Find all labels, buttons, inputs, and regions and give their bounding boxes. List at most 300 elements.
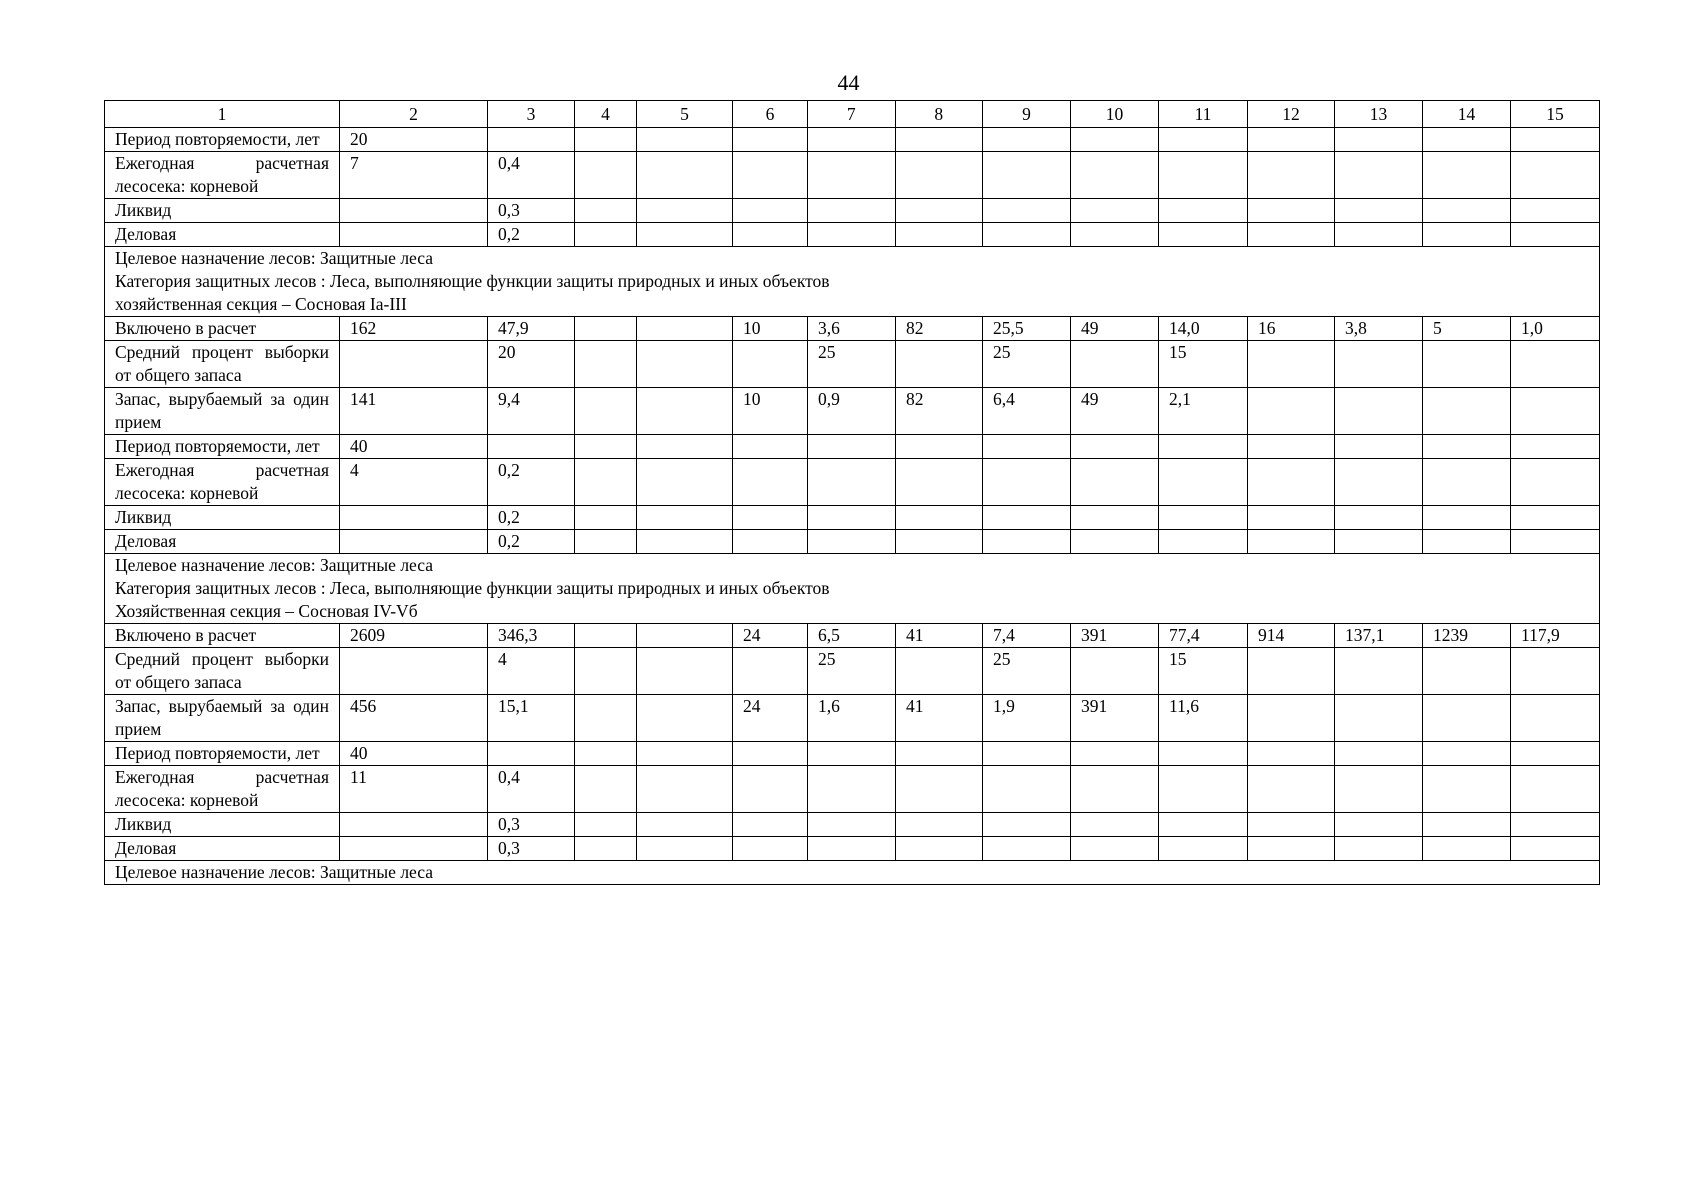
- table-cell: [637, 813, 733, 837]
- table-cell: [340, 341, 488, 388]
- table-cell: [1423, 742, 1511, 766]
- table-cell: 346,3: [488, 624, 575, 648]
- table-cell: [637, 459, 733, 506]
- table-cell: [808, 813, 896, 837]
- table-cell: [1335, 435, 1423, 459]
- table-cell: 25: [808, 648, 896, 695]
- table-cell: 3,6: [808, 317, 896, 341]
- section-header-row: [105, 861, 1600, 885]
- table-cell: [488, 128, 575, 152]
- column-number-cell: 1: [105, 101, 340, 128]
- row-label-cell: Период повторяемости, лет: [105, 435, 340, 459]
- row-label-cell: Запас, вырубаемый за один прием: [105, 695, 340, 742]
- table-cell: [1248, 341, 1335, 388]
- table-cell: [1159, 128, 1248, 152]
- table-cell: [1511, 695, 1600, 742]
- table-row: [105, 506, 1600, 530]
- table-cell: [575, 388, 637, 435]
- table-cell: [983, 766, 1071, 813]
- section-header-cell: [105, 554, 1600, 624]
- table-cell: [1511, 766, 1600, 813]
- table-cell: [1335, 128, 1423, 152]
- table-cell: [1248, 388, 1335, 435]
- table-cell: [1511, 837, 1600, 861]
- table-cell: [983, 435, 1071, 459]
- table-cell: [340, 199, 488, 223]
- table-cell: [733, 742, 808, 766]
- table-cell: 11,6: [1159, 695, 1248, 742]
- table-cell: 0,2: [488, 530, 575, 554]
- table-cell: [733, 506, 808, 530]
- table-cell: 0,3: [488, 837, 575, 861]
- table-cell: [340, 837, 488, 861]
- table-row: [105, 648, 1600, 695]
- table-cell: [488, 742, 575, 766]
- table-cell: 40: [340, 435, 488, 459]
- table-cell: [1335, 388, 1423, 435]
- table-cell: 15: [1159, 341, 1248, 388]
- table-cell: [983, 152, 1071, 199]
- table-cell: [1248, 223, 1335, 247]
- table-cell: [1423, 695, 1511, 742]
- table-cell: 1,9: [983, 695, 1071, 742]
- table-cell: [1335, 530, 1423, 554]
- table-cell: [1423, 152, 1511, 199]
- table-cell: [1511, 199, 1600, 223]
- table-cell: 82: [896, 317, 983, 341]
- column-number-cell: 12: [1248, 101, 1335, 128]
- table-cell: [1335, 223, 1423, 247]
- section-header-cell: [105, 247, 1600, 317]
- table-cell: [983, 459, 1071, 506]
- table-cell: 141: [340, 388, 488, 435]
- table-cell: 1,6: [808, 695, 896, 742]
- table-cell: [1159, 530, 1248, 554]
- table-cell: [637, 388, 733, 435]
- section-header-row: [105, 247, 1600, 317]
- table-cell: 2609: [340, 624, 488, 648]
- table-row: [105, 388, 1600, 435]
- table-cell: [637, 766, 733, 813]
- table-cell: [575, 435, 637, 459]
- column-number: 8: [895, 101, 983, 127]
- table-cell: 456: [340, 695, 488, 742]
- row-label-cell: Ежегодная расчетная лесосека: корневой: [105, 152, 340, 199]
- table-cell: [808, 152, 896, 199]
- column-number-cell: 11: [1159, 101, 1248, 128]
- table-cell: [1071, 435, 1159, 459]
- column-number-cell: 13: [1335, 101, 1423, 128]
- table-cell: 49: [1071, 317, 1159, 341]
- table-cell: 20: [340, 128, 488, 152]
- section-header-row: [105, 554, 1600, 624]
- table-cell: [575, 624, 637, 648]
- row-label-cell: Средний процент выборки от общего запаса: [105, 648, 340, 695]
- table-cell: 137,1: [1335, 624, 1423, 648]
- table-cell: [1071, 648, 1159, 695]
- table-cell: [1071, 742, 1159, 766]
- table-cell: [1423, 648, 1511, 695]
- table-cell: [733, 199, 808, 223]
- table-row: [105, 341, 1600, 388]
- table-cell: [575, 128, 637, 152]
- table-cell: [1423, 435, 1511, 459]
- table-cell: 25: [983, 341, 1071, 388]
- table-cell: [1335, 152, 1423, 199]
- table-cell: [1423, 388, 1511, 435]
- table-cell: [1159, 837, 1248, 861]
- table-cell: [733, 648, 808, 695]
- table-cell: [1335, 506, 1423, 530]
- table-cell: [1511, 152, 1600, 199]
- table-cell: [896, 199, 983, 223]
- column-number-cell: 6: [733, 101, 808, 128]
- table-cell: [1335, 341, 1423, 388]
- table-cell: [983, 530, 1071, 554]
- table-cell: [340, 813, 488, 837]
- table-cell: [808, 742, 896, 766]
- table-cell: [575, 506, 637, 530]
- table-cell: 1,0: [1511, 317, 1600, 341]
- table-cell: 391: [1071, 695, 1159, 742]
- table-cell: [1511, 459, 1600, 506]
- table-cell: 49: [1071, 388, 1159, 435]
- table-cell: [1335, 837, 1423, 861]
- row-label-cell: Период повторяемости, лет: [105, 742, 340, 766]
- table-cell: [1071, 459, 1159, 506]
- table-cell: [733, 128, 808, 152]
- table-cell: 0,4: [488, 152, 575, 199]
- table-cell: 11: [340, 766, 488, 813]
- page-number: 44: [837, 70, 860, 95]
- table-cell: [1159, 459, 1248, 506]
- table-cell: [1159, 223, 1248, 247]
- table-cell: [808, 459, 896, 506]
- row-label-cell: Ежегодная расчетная лесосека: корневой: [105, 459, 340, 506]
- table-cell: [340, 648, 488, 695]
- section-line: Целевое назначение лесов: Защитные леса: [115, 555, 433, 575]
- row-label-cell: Деловая: [105, 223, 340, 247]
- table-cell: 914: [1248, 624, 1335, 648]
- column-number-cell: 15: [1511, 101, 1600, 128]
- table-cell: [1423, 837, 1511, 861]
- table-cell: [1335, 813, 1423, 837]
- table-cell: [575, 766, 637, 813]
- row-label-cell: Включено в расчет: [105, 624, 340, 648]
- section-header-cell: [105, 861, 1600, 885]
- table-cell: [1423, 341, 1511, 388]
- table-cell: [1511, 128, 1600, 152]
- table-cell: [896, 459, 983, 506]
- table-cell: [808, 223, 896, 247]
- table-cell: [1423, 813, 1511, 837]
- table-cell: [1248, 695, 1335, 742]
- table-cell: 25: [983, 648, 1071, 695]
- table-row: [105, 317, 1600, 341]
- table-cell: [1423, 199, 1511, 223]
- table-cell: [733, 435, 808, 459]
- table-cell: [1248, 837, 1335, 861]
- table-cell: [1071, 128, 1159, 152]
- table-cell: [1159, 199, 1248, 223]
- table-cell: [575, 341, 637, 388]
- table-row: [105, 695, 1600, 742]
- table-cell: [808, 530, 896, 554]
- table-cell: 5: [1423, 317, 1511, 341]
- table-cell: 25: [808, 341, 896, 388]
- table-cell: [1511, 506, 1600, 530]
- table-cell: 2,1: [1159, 388, 1248, 435]
- table-cell: 6,5: [808, 624, 896, 648]
- table-cell: [983, 837, 1071, 861]
- table-cell: [637, 317, 733, 341]
- table-cell: [340, 223, 488, 247]
- table-cell: [983, 199, 1071, 223]
- table-cell: [637, 223, 733, 247]
- table-cell: [575, 459, 637, 506]
- table-cell: [1159, 813, 1248, 837]
- table-cell: [1335, 459, 1423, 506]
- column-number-cell: [808, 101, 983, 128]
- table-cell: [1423, 223, 1511, 247]
- table-row: [105, 742, 1600, 766]
- table-cell: [896, 813, 983, 837]
- table-cell: 0,3: [488, 813, 575, 837]
- row-label-cell: Средний процент выборки от общего запаса: [105, 341, 340, 388]
- table-cell: 24: [733, 695, 808, 742]
- table-row: [105, 837, 1600, 861]
- column-number-pair: [808, 101, 982, 127]
- row-label-cell: Деловая: [105, 530, 340, 554]
- table-row: [105, 199, 1600, 223]
- table-cell: 82: [896, 388, 983, 435]
- table-cell: [1248, 766, 1335, 813]
- row-label-cell: Ежегодная расчетная лесосека: корневой: [105, 766, 340, 813]
- table-cell: [1248, 506, 1335, 530]
- table-cell: [1071, 766, 1159, 813]
- table-cell: [1071, 341, 1159, 388]
- table-cell: [1511, 530, 1600, 554]
- table-row: [105, 766, 1600, 813]
- row-label-cell: Включено в расчет: [105, 317, 340, 341]
- table-cell: [637, 128, 733, 152]
- table-cell: [733, 837, 808, 861]
- table-cell: [896, 152, 983, 199]
- table-cell: [808, 837, 896, 861]
- table-cell: [983, 813, 1071, 837]
- table-cell: 4: [488, 648, 575, 695]
- table-cell: [733, 813, 808, 837]
- row-label-cell: Деловая: [105, 837, 340, 861]
- table-row: [105, 128, 1600, 152]
- table-cell: 1239: [1423, 624, 1511, 648]
- table-cell: 391: [1071, 624, 1159, 648]
- table-cell: [1071, 837, 1159, 861]
- table-cell: 24: [733, 624, 808, 648]
- table-cell: [1423, 459, 1511, 506]
- table-cell: 0,2: [488, 459, 575, 506]
- table-cell: [983, 506, 1071, 530]
- table-cell: [340, 506, 488, 530]
- table-row: [105, 223, 1600, 247]
- table-cell: [1511, 388, 1600, 435]
- table-cell: 0,2: [488, 506, 575, 530]
- section-line: Хозяйственная секция – Сосновая IV-Vб: [115, 601, 418, 621]
- table-cell: [575, 695, 637, 742]
- table-cell: [896, 435, 983, 459]
- table-cell: [575, 199, 637, 223]
- table-cell: [1071, 223, 1159, 247]
- table-cell: [808, 435, 896, 459]
- table-cell: 162: [340, 317, 488, 341]
- table-cell: 16: [1248, 317, 1335, 341]
- table-cell: [896, 128, 983, 152]
- table-cell: 15,1: [488, 695, 575, 742]
- table-cell: 25,5: [983, 317, 1071, 341]
- column-number-row: [105, 101, 1600, 128]
- column-number-cell: 4: [575, 101, 637, 128]
- table-cell: [1248, 128, 1335, 152]
- table-cell: [1511, 435, 1600, 459]
- table-cell: [1071, 506, 1159, 530]
- table-cell: [896, 530, 983, 554]
- table-cell: [637, 506, 733, 530]
- table-cell: [896, 341, 983, 388]
- table-cell: 0,2: [488, 223, 575, 247]
- table-cell: [1159, 435, 1248, 459]
- table-cell: 4: [340, 459, 488, 506]
- table-cell: [1335, 199, 1423, 223]
- table-cell: [1248, 742, 1335, 766]
- table-cell: [1335, 766, 1423, 813]
- section-line: Категория защитных лесов : Леса, выполняющие функции защиты природных и иных объектов: [115, 271, 830, 291]
- column-number-cell: 3: [488, 101, 575, 128]
- table-cell: [983, 223, 1071, 247]
- table-row: [105, 459, 1600, 506]
- table-cell: [983, 742, 1071, 766]
- table-cell: [637, 624, 733, 648]
- table-cell: [1511, 648, 1600, 695]
- table-cell: 47,9: [488, 317, 575, 341]
- table-cell: [575, 317, 637, 341]
- table-cell: [1071, 813, 1159, 837]
- table-cell: 117,9: [1511, 624, 1600, 648]
- table-cell: [808, 506, 896, 530]
- table-cell: 15: [1159, 648, 1248, 695]
- table-cell: 41: [896, 695, 983, 742]
- table-row: [105, 152, 1600, 199]
- table-cell: [575, 152, 637, 199]
- table-cell: [575, 648, 637, 695]
- table-cell: [1423, 506, 1511, 530]
- table-cell: [637, 341, 733, 388]
- table-cell: [637, 648, 733, 695]
- table-cell: [1159, 152, 1248, 199]
- table-cell: [1511, 742, 1600, 766]
- table-cell: [575, 742, 637, 766]
- section-line: Целевое назначение лесов: Защитные леса: [115, 248, 433, 268]
- table-row: [105, 624, 1600, 648]
- table-cell: [1248, 459, 1335, 506]
- column-number-cell: 5: [637, 101, 733, 128]
- table-cell: 41: [896, 624, 983, 648]
- table-cell: 77,4: [1159, 624, 1248, 648]
- table-cell: 10: [733, 388, 808, 435]
- table-cell: [733, 152, 808, 199]
- table-cell: 20: [488, 341, 575, 388]
- row-label-cell: Период повторяемости, лет: [105, 128, 340, 152]
- table-cell: [1159, 506, 1248, 530]
- table-cell: [637, 742, 733, 766]
- table-cell: 3,8: [1335, 317, 1423, 341]
- table-cell: [1248, 648, 1335, 695]
- table-cell: [575, 837, 637, 861]
- table-cell: [983, 128, 1071, 152]
- table-cell: [1511, 223, 1600, 247]
- table-cell: [733, 341, 808, 388]
- table-cell: [637, 837, 733, 861]
- section-line: Целевое назначение лесов: Защитные леса: [115, 862, 433, 882]
- table-cell: 9,4: [488, 388, 575, 435]
- table-cell: 0,3: [488, 199, 575, 223]
- table-cell: [575, 813, 637, 837]
- table-cell: [575, 530, 637, 554]
- section-line: хозяйственная секция – Сосновая Iа-III: [115, 294, 407, 314]
- table-cell: [1071, 152, 1159, 199]
- table-cell: [1423, 128, 1511, 152]
- table-cell: [637, 199, 733, 223]
- table-cell: [488, 435, 575, 459]
- table-cell: 6,4: [983, 388, 1071, 435]
- section-line: Категория защитных лесов : Леса, выполняющие функции защиты природных и иных объектов: [115, 578, 830, 598]
- table-cell: [733, 766, 808, 813]
- row-label-cell: Ликвид: [105, 506, 340, 530]
- table-cell: 0,9: [808, 388, 896, 435]
- table-cell: [1248, 199, 1335, 223]
- table-cell: [1248, 813, 1335, 837]
- table-cell: [637, 152, 733, 199]
- table-row: [105, 813, 1600, 837]
- table-cell: [808, 199, 896, 223]
- table-cell: [1248, 435, 1335, 459]
- row-label-cell: Ликвид: [105, 813, 340, 837]
- table-cell: [1159, 742, 1248, 766]
- table-cell: [808, 766, 896, 813]
- column-number: 7: [846, 104, 856, 124]
- table-cell: [1071, 530, 1159, 554]
- column-number-cell: 9: [983, 101, 1071, 128]
- table-cell: [1511, 341, 1600, 388]
- column-number-cell: 10: [1071, 101, 1159, 128]
- table-cell: [896, 742, 983, 766]
- table-cell: [896, 837, 983, 861]
- table-cell: [637, 695, 733, 742]
- table-cell: 7,4: [983, 624, 1071, 648]
- table-cell: 0,4: [488, 766, 575, 813]
- table-cell: [896, 506, 983, 530]
- table-cell: [733, 223, 808, 247]
- table-row: [105, 530, 1600, 554]
- table-cell: [1248, 530, 1335, 554]
- table-cell: [637, 435, 733, 459]
- table-cell: [896, 223, 983, 247]
- table-cell: [733, 459, 808, 506]
- table-cell: [1248, 152, 1335, 199]
- table-cell: [1423, 766, 1511, 813]
- table-cell: [1159, 766, 1248, 813]
- table-cell: [896, 766, 983, 813]
- table-cell: [575, 223, 637, 247]
